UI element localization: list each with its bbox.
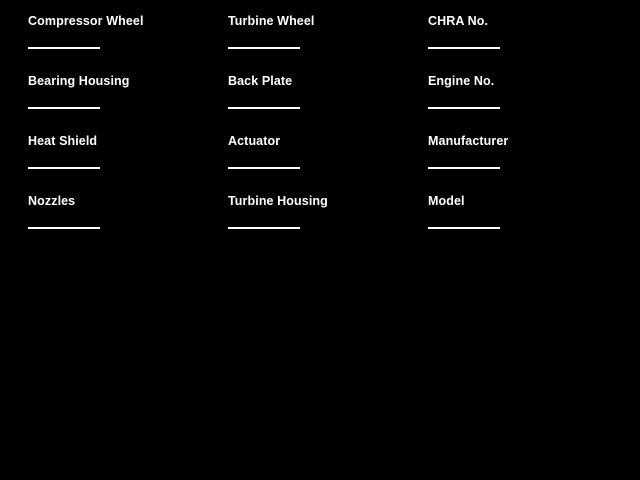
field-turbine-wheel[interactable]	[228, 14, 428, 74]
field-underline[interactable]	[28, 167, 100, 169]
field-label: Engine No.	[428, 74, 495, 88]
field-underline[interactable]	[228, 47, 300, 49]
field-bearing-housing[interactable]	[28, 74, 228, 134]
field-label: Manufacturer	[428, 134, 509, 148]
field-heat-shield[interactable]	[28, 134, 228, 194]
field-nozzles[interactable]	[28, 194, 228, 254]
field-chra-no[interactable]	[428, 14, 612, 74]
turbocharger-details-form	[28, 14, 612, 254]
field-model[interactable]	[428, 194, 612, 254]
field-underline[interactable]	[428, 107, 500, 109]
field-compressor-wheel[interactable]	[28, 14, 228, 74]
field-label: Turbine Housing	[228, 194, 328, 208]
field-label: CHRA No.	[428, 14, 489, 28]
field-underline[interactable]	[28, 227, 100, 229]
field-label: Model	[428, 194, 465, 208]
field-underline[interactable]	[228, 227, 300, 229]
field-underline[interactable]	[428, 167, 500, 169]
field-underline[interactable]	[228, 107, 300, 109]
field-underline[interactable]	[428, 47, 500, 49]
field-label: Nozzles	[28, 194, 76, 208]
field-underline[interactable]	[28, 107, 100, 109]
field-label: Compressor Wheel	[28, 14, 144, 28]
field-label: Actuator	[228, 134, 281, 148]
field-label: Bearing Housing	[28, 74, 130, 88]
field-manufacturer[interactable]	[428, 134, 612, 194]
field-underline[interactable]	[428, 227, 500, 229]
field-label: Turbine Wheel	[228, 14, 315, 28]
field-engine-no[interactable]	[428, 74, 612, 134]
field-label: Heat Shield	[28, 134, 98, 148]
field-actuator[interactable]	[228, 134, 428, 194]
field-turbine-housing[interactable]	[228, 194, 428, 254]
field-underline[interactable]	[28, 47, 100, 49]
field-label: Back Plate	[228, 74, 293, 88]
field-back-plate[interactable]	[228, 74, 428, 134]
field-underline[interactable]	[228, 167, 300, 169]
